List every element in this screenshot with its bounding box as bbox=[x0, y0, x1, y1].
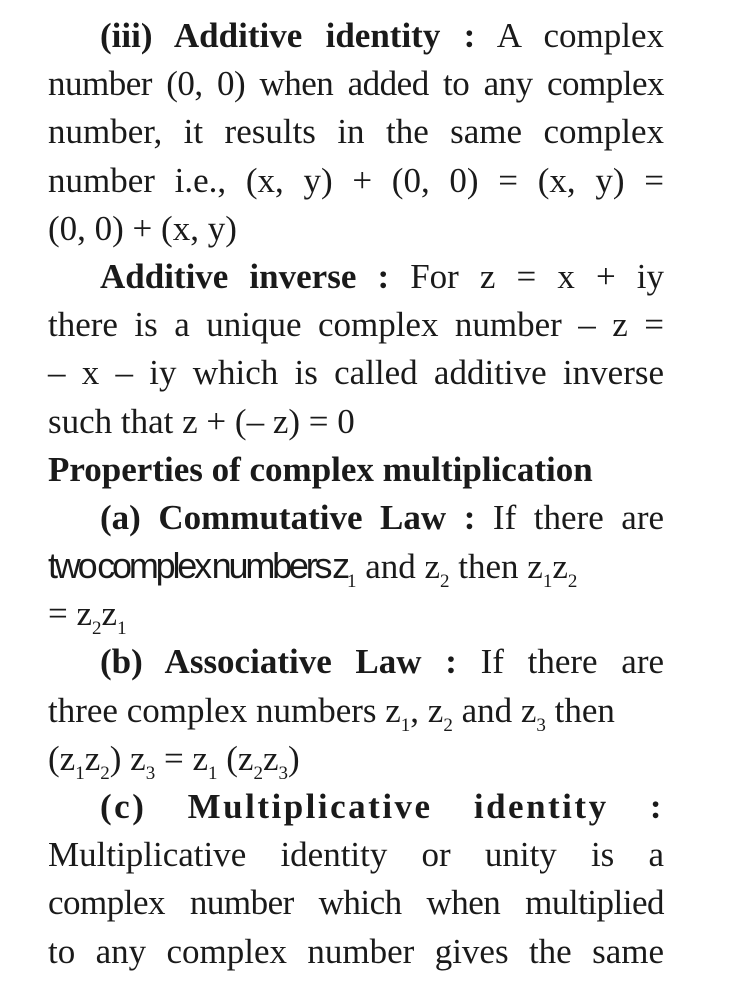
associative-line-1: (b) Associative Law : If there are bbox=[100, 642, 665, 682]
associative-line-3: $(z_1z_2) z_3 = z_1$ $(z_2z_3)$ bbox=[48, 738, 300, 784]
additive-inverse-line-3: – x – iy which is called additive inverse bbox=[48, 353, 664, 393]
commutative-line-3: = $z_2z_1$ bbox=[48, 594, 127, 640]
commutative-line-1: (a) Commutative Law : If there are bbox=[100, 497, 665, 537]
multiplicative-heading: (c) Multiplicative identity : bbox=[100, 787, 664, 826]
additive-inverse-line-2: there is a unique complex number – z = bbox=[48, 305, 664, 345]
additive-identity-line-4: number i.e., (x, y) + (0, 0) = (x, y) = bbox=[48, 160, 664, 200]
additive-identity-heading: (iii) Additive identity : bbox=[100, 16, 476, 55]
additive-inverse-line-1: Additive inverse : For z = x + iy bbox=[100, 256, 664, 296]
multiplicative-line-2: Multiplicative identity or unity is a bbox=[48, 835, 664, 875]
additive-identity-line-3: number, it results in the same complex bbox=[48, 112, 664, 152]
multiplicative-line-3: complex number which when multiplied bbox=[48, 883, 664, 923]
commutative-line-2: two complex numbers $z_1$ and $z_2$ then $z_1z_2$ bbox=[48, 545, 578, 593]
additive-identity-line-5: (0, 0) + (x, y) bbox=[48, 208, 237, 248]
additive-inverse-heading: Additive inverse : bbox=[100, 256, 390, 296]
additive-identity-line-2: number (0, 0) when added to any complex bbox=[48, 64, 664, 104]
multiplicative-line-1 bbox=[48, 783, 664, 831]
properties-heading: Properties of complex multiplication bbox=[48, 449, 593, 489]
additive-identity-line-1: (iii) Additive identity : A complex bbox=[100, 16, 664, 55]
additive-inverse-line-4: such that z + (– z) = 0 bbox=[48, 401, 355, 441]
commutative-heading: (a) Commutative Law : bbox=[100, 497, 476, 537]
multiplicative-line-4: to any complex number gives the same bbox=[48, 931, 664, 971]
associative-heading: (b) Associative Law : bbox=[100, 642, 457, 682]
associative-line-2: three complex numbers $z_1$, $z_2$ and $z_3$ then bbox=[48, 690, 615, 736]
textbook-page bbox=[48, 12, 664, 976]
